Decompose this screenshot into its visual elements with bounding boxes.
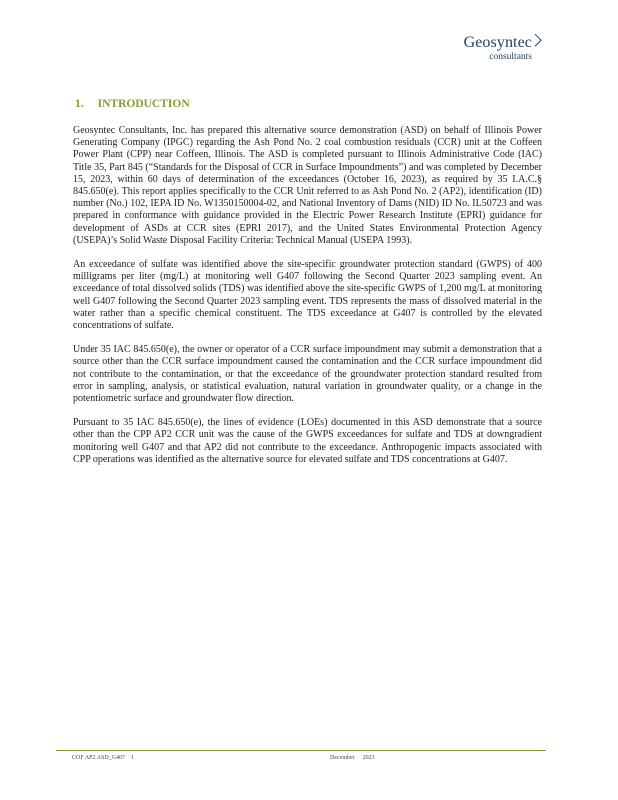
- body-text: [73, 125, 542, 478]
- logo-name: Geosyntec: [463, 34, 532, 51]
- paragraph: Under 35 IAC 845.650(e), the owner or operator of a CCR surface impoundment may submit a demonstration that a source other than the CCR surface impoundment caused the contamination and the CCR surface impoundment did not contribute to the contamination, or that the exceedance of the groundwater protection standard resulted from error in sampling, analysis, or statistical evaluation, natural variation in groundwater quality, or a change in the potentiometric surface and groundwater flow direction.: [73, 344, 542, 405]
- footer-date: [330, 755, 375, 761]
- paragraph: Pursuant to 35 IAC 845.650(e), the lines of evidence (LOEs) documented in this ASD demonstrate that a source other than the CPP AP2 CCR unit was the cause of the GWPS exceedances for sulfate and TDS at downgradient monitoring well G407 and that AP2 did not contribute to the exceedance. Anthropogenic impacts associated with CPP operations was identified as the alternative source for elevated sulfate and TDS concentrations at G407.: [73, 417, 542, 465]
- section-heading: [75, 98, 190, 110]
- section-number: 1.: [75, 98, 84, 110]
- paragraph: An exceedance of sulfate was identified above the site-specific groundwater protection standard (GWPS) of 400 milligrams per liter (mg/L) at monitoring well G407 following the Second Quarter 2023 sampling event. An exceedance of total dissolved solids (TDS) was identified above the site-specific GWPS of 1,200 mg/L at monitoring well G407 following the Second Quarter 2023 sampling event. TDS represents the mass of dissolved material in the water rather than a specific chemical constituent. The TDS exceedance at G407 is controlled by the elevated concentrations of sulfate.: [73, 259, 542, 332]
- section-title: INTRODUCTION: [97, 98, 190, 110]
- company-logo: [464, 34, 542, 62]
- logo-subtitle: consultants: [489, 52, 532, 62]
- footer-year: 2023: [362, 755, 375, 761]
- footer-doc-code: COF AP2 ASD_G407: [72, 755, 126, 761]
- footer-left: [72, 755, 134, 761]
- paragraph: Geosyntec Consultants, Inc. has prepared this alternative source demonstration (ASD) on behalf of Illinois Power Generating Company (IPGC) regarding the Ash Pond No. 2 coal combustion residuals (CCR) unit at the Coffeen Power Plant (CPP) near Coffeen, Illinois. The ASD is completed pursuant to Illinois Administrative Code (IAC) Title 35, Part 845 (“Standards for the Disposal of CCR in Surface Impoundments”) and was completed by December 15, 2023, within 60 days of determination of the exceedances (October 16, 2023), as required by 35 I.A.C.§ 845.650(e). This report applies specifically to the CCR Unit referred to as Ash Pond No. 2 (AP2), identification (ID) number (No.) 102, IEPA ID No. W1350150004-02, and National Inventory of Dams (NID) ID No. IL50723 and was prepared in conformance with guidance provided in the Electric Power Research Institute (EPRI) guidance for development of ASDs at CCR sites (EPRI 2017), and the United States Environmental Protection Agency (USEPA)’s Solid Waste Disposal Facility Criteria: Technical Manual (USEPA 1993).: [73, 125, 542, 246]
- footer-page-number: 1: [131, 755, 135, 761]
- footer-divider: [56, 750, 546, 751]
- footer-month: December: [330, 755, 355, 761]
